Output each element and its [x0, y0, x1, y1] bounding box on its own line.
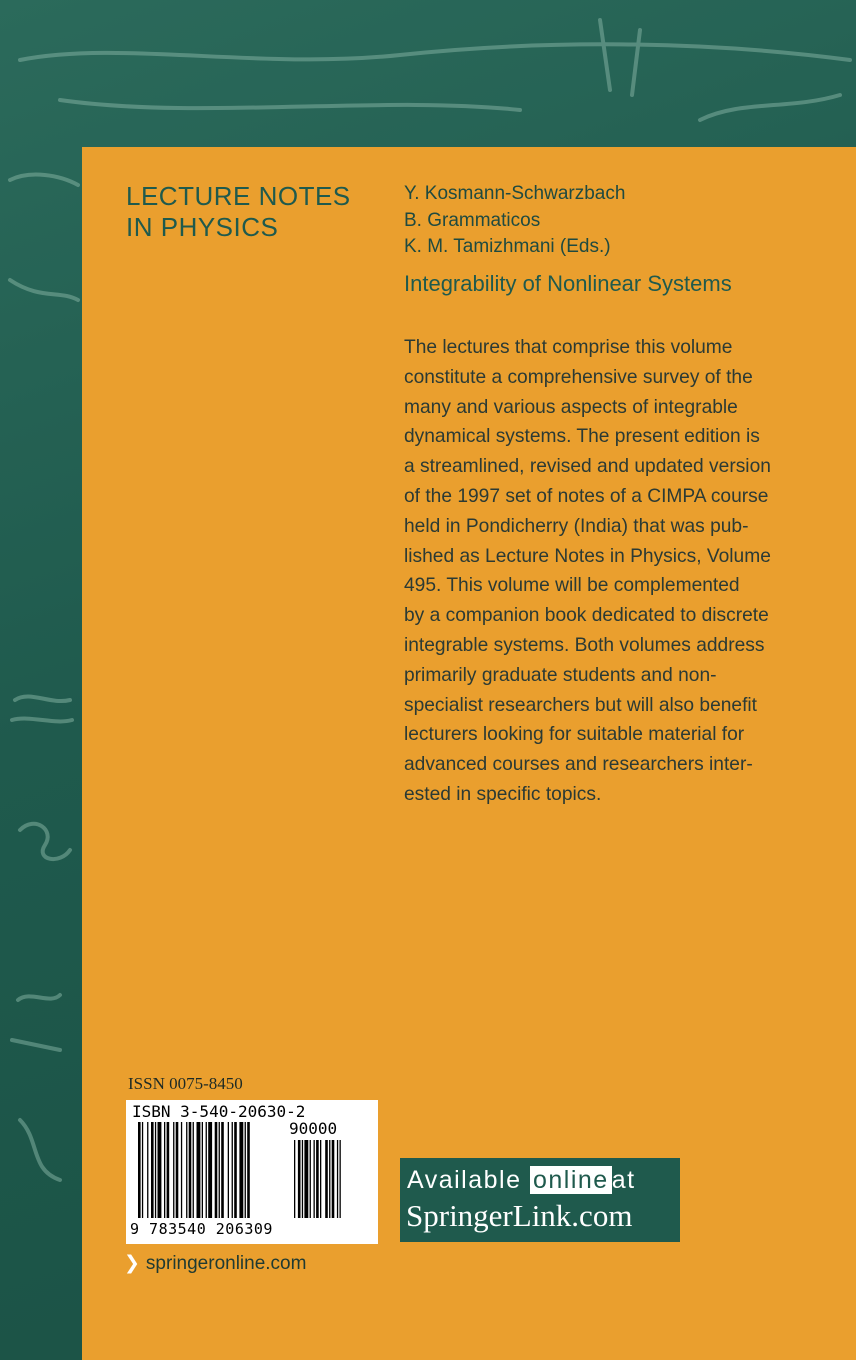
blurb-line: specialist researchers but will also benefit [404, 694, 758, 716]
cover-panel [82, 147, 856, 1360]
blurb-line: lecturers looking for suitable material for [404, 724, 745, 746]
blurb-line: dynamical systems. The present edition is [404, 426, 760, 448]
blurb-text [404, 333, 794, 810]
barcode [126, 1100, 378, 1244]
series-line-2: IN PHYSICS [126, 212, 279, 242]
isbn-label: ISBN 3-540-20630-2 [132, 1102, 306, 1121]
ean-label: 9 783540 206309 [130, 1220, 273, 1238]
blurb-line: advanced courses and researchers inter- [404, 754, 753, 776]
book-title: Integrability of Nonlinear Systems [404, 271, 732, 296]
blurb-line: lished as Lecture Notes in Physics, Volume [404, 545, 771, 567]
springerlink-domain: SpringerLink.com [406, 1198, 633, 1233]
available-label: Available [407, 1166, 530, 1194]
issn-number: ISSN 0075-8450 [128, 1074, 243, 1093]
series-title [126, 181, 396, 243]
blurb-line: held in Pondicherry (India) that was pub- [404, 515, 749, 537]
blurb-line: of the 1997 set of notes of a CIMPA course [404, 485, 769, 507]
editor-3: K. M. Tamizhmani (Eds.) [404, 236, 611, 257]
publisher-website[interactable] [124, 1252, 306, 1275]
springerlink-badge[interactable] [400, 1158, 680, 1242]
editor-1: Y. Kosmann-Schwarzbach [404, 183, 626, 204]
editor-2: B. Grammaticos [404, 209, 541, 231]
online-label: online [530, 1166, 612, 1194]
website-label: springeronline.com [145, 1253, 307, 1274]
blurb-line: ested in specific topics. [404, 783, 602, 805]
springerlink-tagline [407, 1166, 636, 1195]
blurb-line: integrable systems. Both volumes address [404, 634, 765, 656]
blurb-line: The lectures that comprise this volume [404, 337, 733, 358]
blurb-line: 495. This volume will be complemented [404, 575, 740, 597]
blurb-line: primarily graduate students and non- [404, 664, 717, 686]
chevron-right-icon: ❯ [124, 1253, 140, 1274]
at-label: at [611, 1166, 636, 1194]
blurb-line: constitute a comprehensive survey of the [404, 366, 753, 388]
editors-list [404, 181, 625, 261]
series-line-1: LECTURE NOTES [126, 181, 351, 211]
barcode-addon-label: 90000 [289, 1119, 338, 1138]
blurb-line: a streamlined, revised and updated version [404, 456, 771, 478]
blurb-line: many and various aspects of integrable [404, 396, 738, 418]
blurb-line: by a companion book dedicated to discrete [404, 605, 769, 627]
